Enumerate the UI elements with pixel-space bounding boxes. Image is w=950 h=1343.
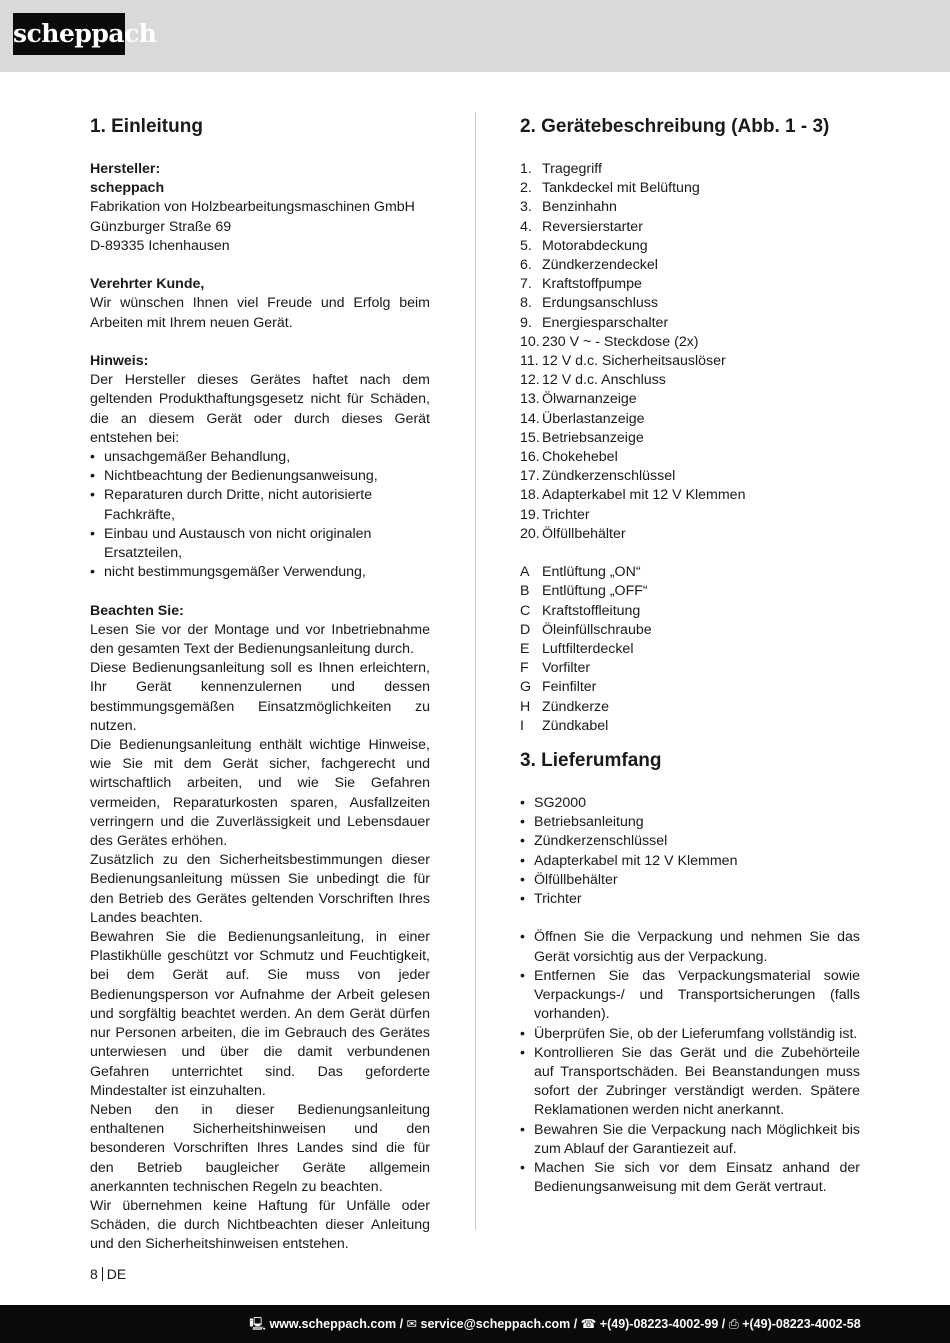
address-line: Günzburger Straße 69 (90, 218, 232, 235)
manufacturer-name: scheppach (90, 180, 165, 197)
letter-parts-list (520, 563, 860, 736)
list-item: 8. Erdungsanschluss (520, 295, 658, 312)
list-item: 20. Ölfüllbehälter (520, 525, 626, 542)
phone-icon: ☎ (580, 1317, 597, 1331)
section-title-scope-of-delivery: 3. Lieferumfang (520, 750, 662, 772)
attention-paragraph: Lesen Sie vor der Montage und vor Inbetriebnahme den gesamten Text der Bedienungsanleitung durch. (90, 621, 430, 658)
attention-paragraph: Bewahren Sie die Bedienungsanleitung, in einer Plastikhülle geschützt vor Schmutz und Feuchtigkeit, bei dem Gerät auf. Sie muss von jeder Bedienungsperson vor Aufnahme der Arbeit gelesen und sorgfältig beachtet werden. An dem Gerät dürfen nur Personen arbeiten, die im Gebrauch des Gerätes unterwiesen und über die damit verbundenen Gefahren unterrichtet sind. Das geforderte Mindestalter ist einzuhalten. (90, 929, 430, 1099)
list-item: • Kontrollieren Sie das Gerät und die Zubehörteile auf Transportschäden. Bei Beanstandungen muss sofort der Zubringer verständigt werden. Spätere Reklamationen werden nicht anerkannt. (520, 1044, 860, 1121)
list-item: • SG2000 (520, 794, 860, 813)
list-item: B Entlüftung „OFF“ (520, 583, 648, 600)
attention-paragraph: Die Bedienungsanleitung enthält wichtige Hinweise, wie Sie mit dem Gerät sicher, fachgerecht und wirtschaftlich arbeiten, und wie Sie Gefahren vermeiden, Reparaturkosten sparen, Ausfallzeiten verringern und die Zuverlässigkeit und Lebensdauer des Gerätes erhöhen. (90, 737, 430, 850)
scheppach-logo: scheppach (13, 13, 125, 55)
list-item: • Öffnen Sie die Verpackung und nehmen Sie das Gerät vorsichtig aus der Verpackung. (520, 928, 860, 966)
left-column (90, 112, 430, 1255)
page-number-value: 8 (90, 1266, 98, 1282)
note-label: Hinweis: (90, 353, 149, 369)
list-item: 12. 12 V d.c. Anschluss (520, 372, 666, 389)
list-item: E Luftfilterdeckel (520, 641, 634, 658)
fax-number: +(49)-08223-4002-58 (742, 1317, 861, 1331)
list-item: 9. Energiesparschalter (520, 314, 669, 331)
customer-label: Verehrter Kunde, (90, 276, 205, 293)
list-item: A Entlüftung „ON“ (520, 564, 641, 581)
list-item: • Überprüfen Sie, ob der Lieferumfang vollständig ist. (520, 1025, 860, 1044)
attention-paragraph: Wir übernehmen keine Haftung für Unfälle oder Schäden, die durch Nichtbeachten dieser Anleitung und den Sicherheitshinweisen entstehen. (90, 1197, 430, 1253)
list-item: 4. Reversierstarter (520, 218, 643, 235)
fax-icon: ⎙ (728, 1317, 739, 1331)
note-bullet-list (90, 448, 430, 582)
list-item: 15. Betriebsanzeige (520, 429, 644, 446)
list-item: H Zündkerze (520, 698, 610, 715)
list-item: I Zündkabel (520, 717, 609, 734)
attention-paragraph: Diese Bedienungsanleitung soll es Ihnen erleichtern, Ihr Gerät kennenzulernen und dessen bestimmungsgemäßen Einsatzmöglichkeiten zu nutzen. (90, 660, 430, 734)
list-item: 2. Tankdeckel mit Belüftung (520, 180, 700, 197)
list-item: • Betriebsanleitung (520, 813, 860, 832)
list-item: D Öleinfüllschraube (520, 621, 652, 638)
list-item: 19. Trichter (520, 506, 590, 523)
list-item: 14. Überlastanzeige (520, 410, 645, 427)
language-code: DE (106, 1266, 127, 1282)
mail-icon: ✉ (406, 1317, 418, 1331)
list-item: • Machen Sie sich vor dem Einsatz anhand der Bedienungsanweisung mit dem Gerät vertraut. (520, 1159, 860, 1197)
customer-text: Wir wünschen Ihnen viel Freude und Erfolg beim Arbeiten mit Ihrem neuen Gerät. (90, 295, 430, 331)
list-item: • Entfernen Sie das Verpackungsmaterial sowie Verpackungs-/ und Transportsicherungen (falls vorhanden). (520, 967, 860, 1025)
address-line: D-89335 Ichenhausen (90, 237, 230, 254)
unpacking-instructions (520, 928, 860, 1197)
list-item: • nicht bestimmungsgemäßer Verwendung, (90, 563, 430, 582)
list-item: F Vorfilter (520, 660, 591, 677)
list-item: 17. Zündkerzenschlüssel (520, 468, 676, 485)
list-item: • Ölfüllbehälter (520, 871, 860, 890)
attention-paragraph: Neben den in dieser Bedienungsanleitung enthaltenen Sicherheitshinweisen und den besonderen Vorschriften Ihres Landes sind die für den Betrieb baugleicher Geräte allgemein anerkannten technischen Regeln zu beachten. (90, 1101, 430, 1195)
list-item: 16. Chokehebel (520, 449, 618, 466)
column-divider (475, 112, 476, 1230)
list-item: G Feinfilter (520, 679, 597, 696)
list-item: • Bewahren Sie die Verpackung nach Möglichkeit bis zum Ablauf der Garantiezeit auf. (520, 1121, 860, 1159)
list-item: 5. Motorabdeckung (520, 237, 648, 254)
list-item: • Adapterkabel mit 12 V Klemmen (520, 852, 860, 871)
website-link[interactable]: www.scheppach.com / (269, 1317, 404, 1331)
manufacturer-label: Hersteller: (90, 161, 161, 177)
footer-bar (0, 1305, 950, 1343)
list-item: • Trichter (520, 890, 860, 909)
list-item: • Nichtbeachtung der Bedienungsanweisung, (90, 467, 430, 486)
page-separator (102, 1267, 103, 1281)
address-line: Fabrikation von Holzbearbeitungsmaschinen GmbH (90, 199, 415, 216)
list-item: 13. Ölwarnanzeige (520, 391, 637, 408)
list-item: 6. Zündkerzendeckel (520, 257, 658, 274)
header-bar (0, 0, 950, 72)
attention-paragraph: Zusätzlich zu den Sicherheitsbestimmungen dieser Bedienungsanleitung müssen Sie unbedingt die für den Betrieb des Gerätes geltenden Vorschriften Ihres Landes beachten. (90, 852, 430, 926)
list-item: • unsachgemäßer Behandlung, (90, 448, 430, 467)
list-item: • Reparaturen durch Dritte, nicht autorisierte Fachkräfte, (90, 486, 430, 524)
list-item: 1. Tragegriff (520, 161, 602, 177)
list-item: 11. 12 V d.c. Sicherheitsauslöser (520, 353, 726, 370)
list-item: 7. Kraftstoffpumpe (520, 276, 642, 293)
list-item: C Kraftstoffleitung (520, 602, 641, 619)
list-item: • Zündkerzenschlüssel (520, 832, 860, 851)
list-item: 10. 230 V ~ - Steckdose (2x) (520, 333, 699, 350)
note-text: Der Hersteller dieses Gerätes haftet nach dem geltenden Produkthaftungsgesetz nicht für Schäden, die an diesem Gerät oder durch dieses Gerät entstehen bei: (90, 372, 430, 446)
attention-label: Beachten Sie: (90, 602, 184, 619)
section-title-introduction: 1. Einleitung (90, 116, 203, 137)
email-link[interactable]: service@scheppach.com / (420, 1317, 578, 1331)
list-item: • Einbau und Austausch von nicht originalen Ersatzteilen, (90, 525, 430, 563)
list-item: 18. Adapterkabel mit 12 V Klemmen (520, 487, 746, 504)
right-column (520, 112, 860, 1197)
section-title-device-description: 2. Gerätebeschreibung (Abb. 1 - 3) (520, 116, 830, 137)
list-item: 3. Benzinhahn (520, 199, 617, 216)
scope-list (520, 794, 860, 909)
computer-icon: 🖳 (249, 1317, 266, 1331)
page-number (90, 1265, 126, 1283)
parts-list (520, 160, 860, 544)
phone-number: +(49)-08223-4002-99 / (599, 1317, 726, 1331)
